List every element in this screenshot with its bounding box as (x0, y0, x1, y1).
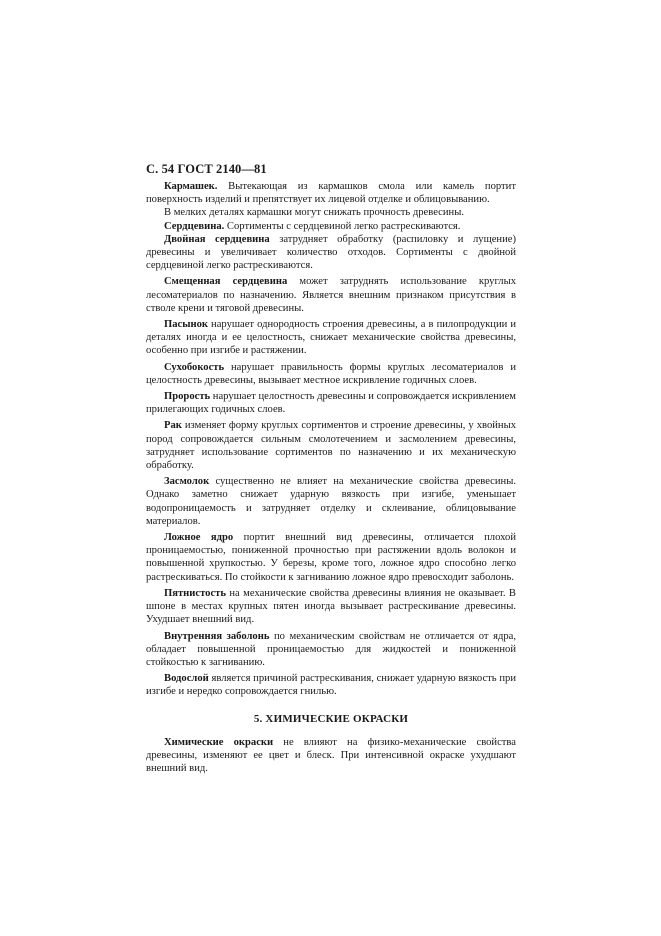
term: Водослой (164, 673, 209, 685)
paragraph-text: не влияют на физико-механические свойства древесины, изменяют ее цвет и блеск. При интенсивной окраске ухудшают внешний вид. (146, 736, 516, 775)
paragraph-text: существенно не влияет на механические свойства древесины. Однако заметно снижает ударную вязкость при изгибе, уменьшает водопроницаемость и затрудняет отделку и склеивание, облицовывание материалов. (146, 476, 516, 527)
paragraph-text: В мелких деталях кармашки могут снижать прочность древесины. (164, 207, 464, 219)
term: Смещенная сердцевина (164, 276, 288, 288)
term: Двойная сердцевина (164, 233, 270, 245)
paragraph-text: нарушает однородность строения древесины, а в пилопродукции и деталях иногда и ее целостность, снижает механические свойства древесины, особенно при изгибе и растяжении. (146, 319, 516, 357)
paragraph-text: Сортименты с сердцевиной легко растрескиваются. (224, 220, 461, 232)
section-title: 5. ХИМИЧЕСКИЕ ОКРАСКИ (253, 712, 409, 725)
document-body (146, 180, 516, 775)
term: Сердцевина. (164, 220, 225, 232)
paragraph-vodosloy (146, 672, 516, 698)
paragraph-shifted-core (146, 275, 516, 315)
term: Прорость (164, 391, 211, 403)
paragraph-double-core (146, 233, 516, 273)
term: Ложное ядро (164, 532, 234, 544)
paragraph-inner-sapwood (146, 630, 516, 670)
term: Рак (164, 420, 182, 432)
paragraph-false-core (146, 531, 516, 584)
paragraph-prorost (146, 390, 516, 416)
term: Кармашек. (164, 181, 218, 192)
paragraph-text: по механическим свойствам не отличается от ядра, обладает повышенной проницаемостью для жидкостей и пониженной стойкостью к загниванию. (146, 630, 517, 668)
term: Химические окраски (164, 736, 274, 748)
paragraph-karmashek-small (146, 206, 516, 219)
page-header: С. 54 ГОСТ 2140—81 (146, 162, 267, 176)
paragraph-sukhobokost (146, 361, 516, 387)
term: Пятнистость (164, 587, 226, 599)
paragraph-text: изменяет форму круглых сортиментов и строение древесины, у хвойных пород сопровождается сильным смолотечением и засмолением древесины, затрудняет использование сортиментов по назначению и их механическую обработку. (146, 420, 516, 472)
paragraph-chemical-stains (146, 736, 516, 776)
paragraph-text: нарушает правильность формы круглых лесоматериалов и целостность древесины, вызывает местное искривление годичных слоев. (146, 361, 516, 386)
paragraph-rak (146, 419, 516, 472)
paragraph-text: нарушает целостность древесины и сопровождается искривлением прилегающих годичных слоев. (146, 391, 516, 416)
paragraph-serdtsevina (146, 220, 516, 233)
paragraph-text: Вытекающая из кармашков смола или камель портит поверхность изделий и препятствует их лицевой отделке и облицовыванию. (146, 181, 516, 206)
paragraph-text: является причиной растрескивания, снижает ударную вязкость при изгибе и нередко сопровождается гнилью. (146, 673, 516, 698)
paragraph-text: портит внешний вид древесины, отличается плохой проницаемостью, пониженной прочностью при растяжении вдоль волокон и повышенной хрупкостью. У березы, кроме того, ложное ядро способно легко растрескиваться. По стойкости к загниванию ложное ядро превосходит заболонь. (146, 532, 516, 583)
term: Внутренняя заболонь (164, 630, 270, 642)
paragraph-pasynok (146, 318, 516, 358)
term: Сухобокость (164, 361, 225, 373)
term: Засмолок (164, 476, 210, 488)
paragraph-text: на механические свойства древесины влияния не оказывает. В шпоне в местах крупных пятен иногда вызывает растрескивание древесины. Ухудшает внешний вид. (146, 587, 516, 626)
paragraph-text: затрудняет обработку (распиловку и лущение) древесины и увеличивает количество отходов. Сортименты с двойной сердцевиной легко растрескиваются. (146, 233, 516, 272)
paragraph-spots (146, 587, 516, 627)
paragraph-karmashek (146, 180, 516, 206)
paragraph-text: может затруднять использование круглых лесоматериалов по назначению. Является внешним признаком присутствия в стволе крени и тяговой древесины. (146, 276, 516, 314)
paragraph-zasmolok (146, 475, 516, 528)
term: Пасынок (164, 319, 209, 331)
